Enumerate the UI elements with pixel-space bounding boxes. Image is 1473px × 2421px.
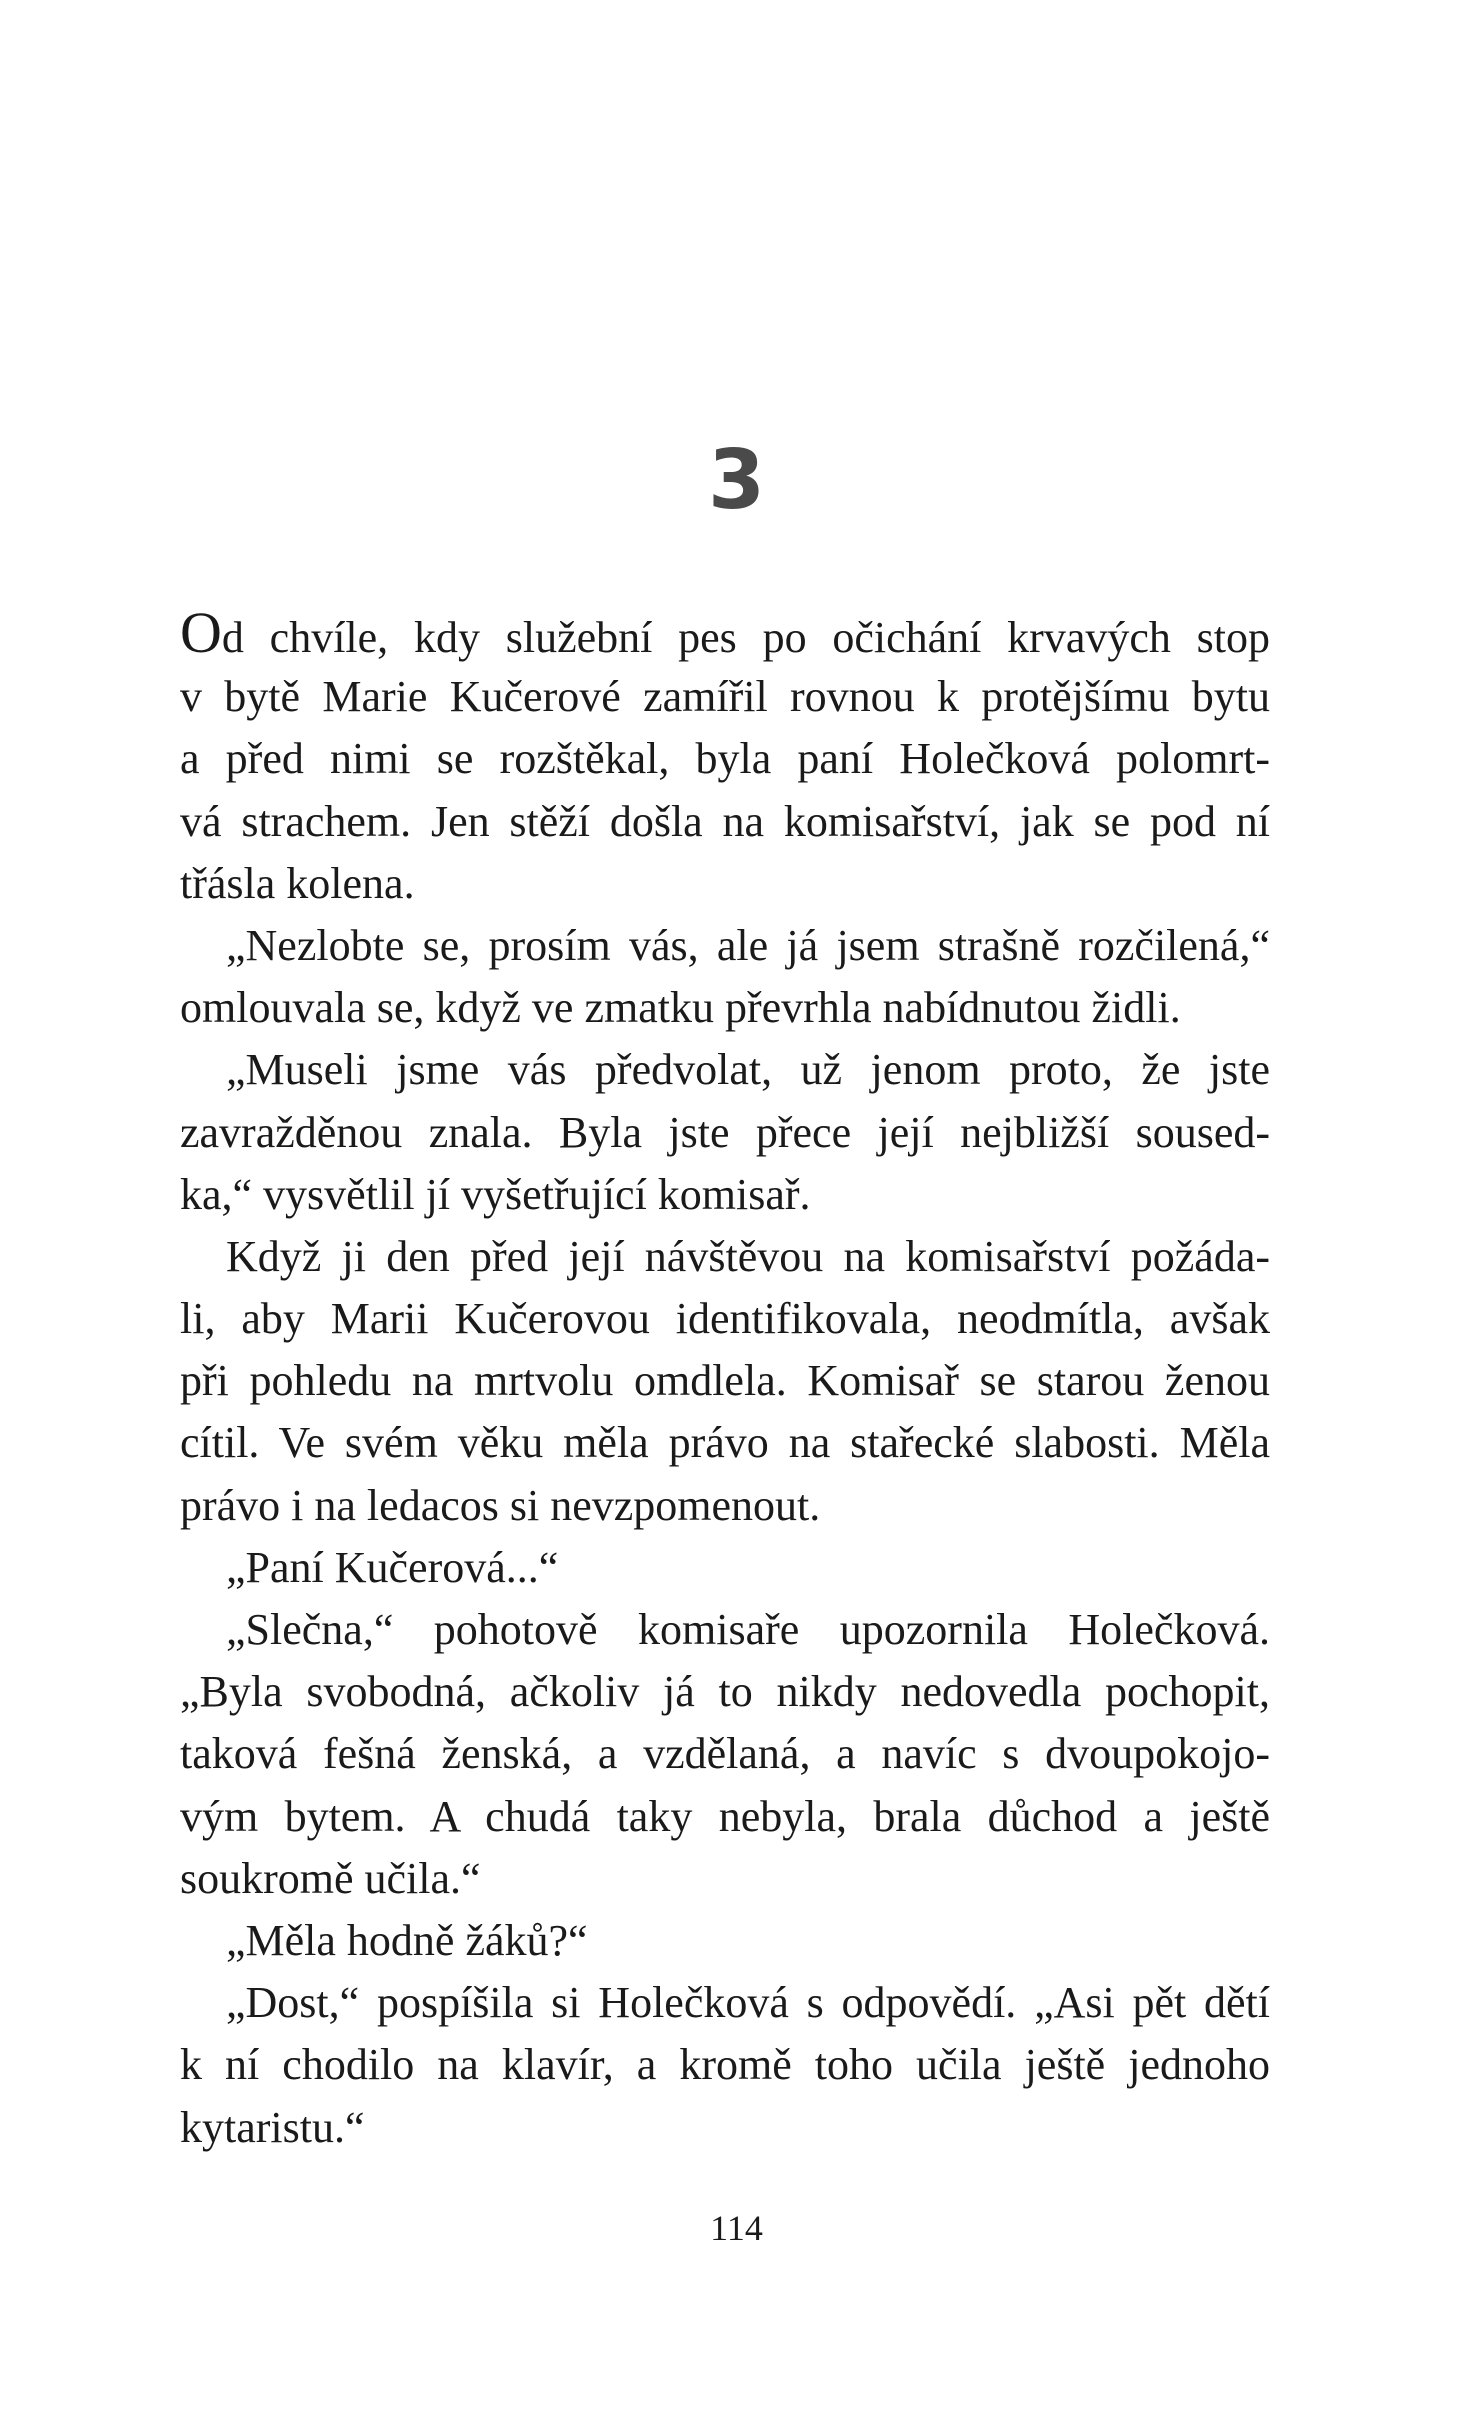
text-line [180, 1537, 1270, 1599]
line-text: soukromě učila.“ [180, 1853, 481, 1903]
text-line [180, 666, 1270, 728]
line-text: „Paní Kučerová...“ [226, 1542, 559, 1592]
line-text: při pohledu na mrtvolu omdlela. Komisař se starou ženou [180, 1356, 1270, 1406]
text-line [180, 1910, 1270, 1972]
text-line [180, 791, 1270, 853]
line-text: zavražděnou znala. Byla jste přece její nejbližší soused- [180, 1107, 1270, 1157]
text-line [180, 1039, 1270, 1101]
text-line [180, 1412, 1270, 1474]
line-text: vá strachem. Jen stěží došla na komisařství, jak se pod ní [180, 796, 1270, 846]
line-text: Když ji den před její návštěvou na komisařství požáda- [226, 1231, 1270, 1281]
line-text: ka,“ vysvětlil jí vyšetřující komisař. [180, 1169, 811, 1219]
line-text: li, aby Marii Kučerovou identifikovala, neodmítla, avšak [180, 1294, 1270, 1344]
text-line [180, 915, 1270, 977]
line-text: k ní chodilo na klavír, a kromě toho učila ještě jednoho [180, 2040, 1270, 2090]
initial-letter: O [180, 604, 222, 665]
page-number: 114 [710, 2208, 763, 2248]
text-line [180, 1599, 1270, 1661]
line-text: d chvíle, kdy služební pes po očichání krvavých stop [221, 613, 1270, 662]
line-text: „Museli jsme vás předvolat, už jenom proto, že jste [226, 1045, 1270, 1095]
text-line [180, 604, 1270, 666]
text-line [180, 1288, 1270, 1350]
text-line [180, 1972, 1270, 2034]
text-line [180, 1475, 1270, 1537]
text-line [180, 977, 1270, 1039]
line-text: „Nezlobte se, prosím vás, ale já jsem strašně rozčilená,“ [226, 920, 1270, 970]
line-text: „Měla hodně žáků?“ [226, 1916, 588, 1966]
line-text: omlouvala se, když ve zmatku převrhla nabídnutou židli. [180, 983, 1181, 1033]
line-text: a před nimi se rozštěkal, byla paní Holečková polomrt- [180, 734, 1270, 784]
text-line [180, 1102, 1270, 1164]
line-text: kytaristu.“ [180, 2102, 365, 2152]
text-line [180, 1848, 1270, 1910]
text-line [180, 1723, 1270, 1785]
text-line [180, 728, 1270, 790]
line-text: „Byla svobodná, ačkoliv já to nikdy nedovedla pochopit, [180, 1667, 1270, 1717]
line-text: v bytě Marie Kučerové zamířil rovnou k protějšímu bytu [180, 672, 1270, 722]
line-text: cítil. Ve svém věku měla právo na stařecké slabosti. Měla [180, 1418, 1270, 1468]
text-line [180, 1226, 1270, 1288]
line-text: třásla kolena. [180, 858, 415, 908]
text-line [180, 1350, 1270, 1412]
text-line [180, 1661, 1270, 1723]
line-text: vým bytem. A chudá taky nebyla, brala důchod a ještě [180, 1791, 1270, 1841]
text-line [180, 2097, 1270, 2159]
chapter-number: 3 [707, 433, 766, 528]
text-line [180, 1164, 1270, 1226]
text-line [180, 853, 1270, 915]
line-text: právo i na ledacos si nevzpomenout. [180, 1480, 821, 1530]
text-line [180, 1786, 1270, 1848]
body-text [180, 604, 1270, 2159]
line-text: „Dost,“ pospíšila si Holečková s odpovědí. „Asi pět dětí [226, 1978, 1270, 2028]
line-text: taková fešná ženská, a vzdělaná, a navíc s dvoupokojo- [180, 1729, 1270, 1779]
line-text: „Slečna,“ pohotově komisaře upozornila Holečková. [226, 1605, 1270, 1655]
text-line [180, 2034, 1270, 2096]
